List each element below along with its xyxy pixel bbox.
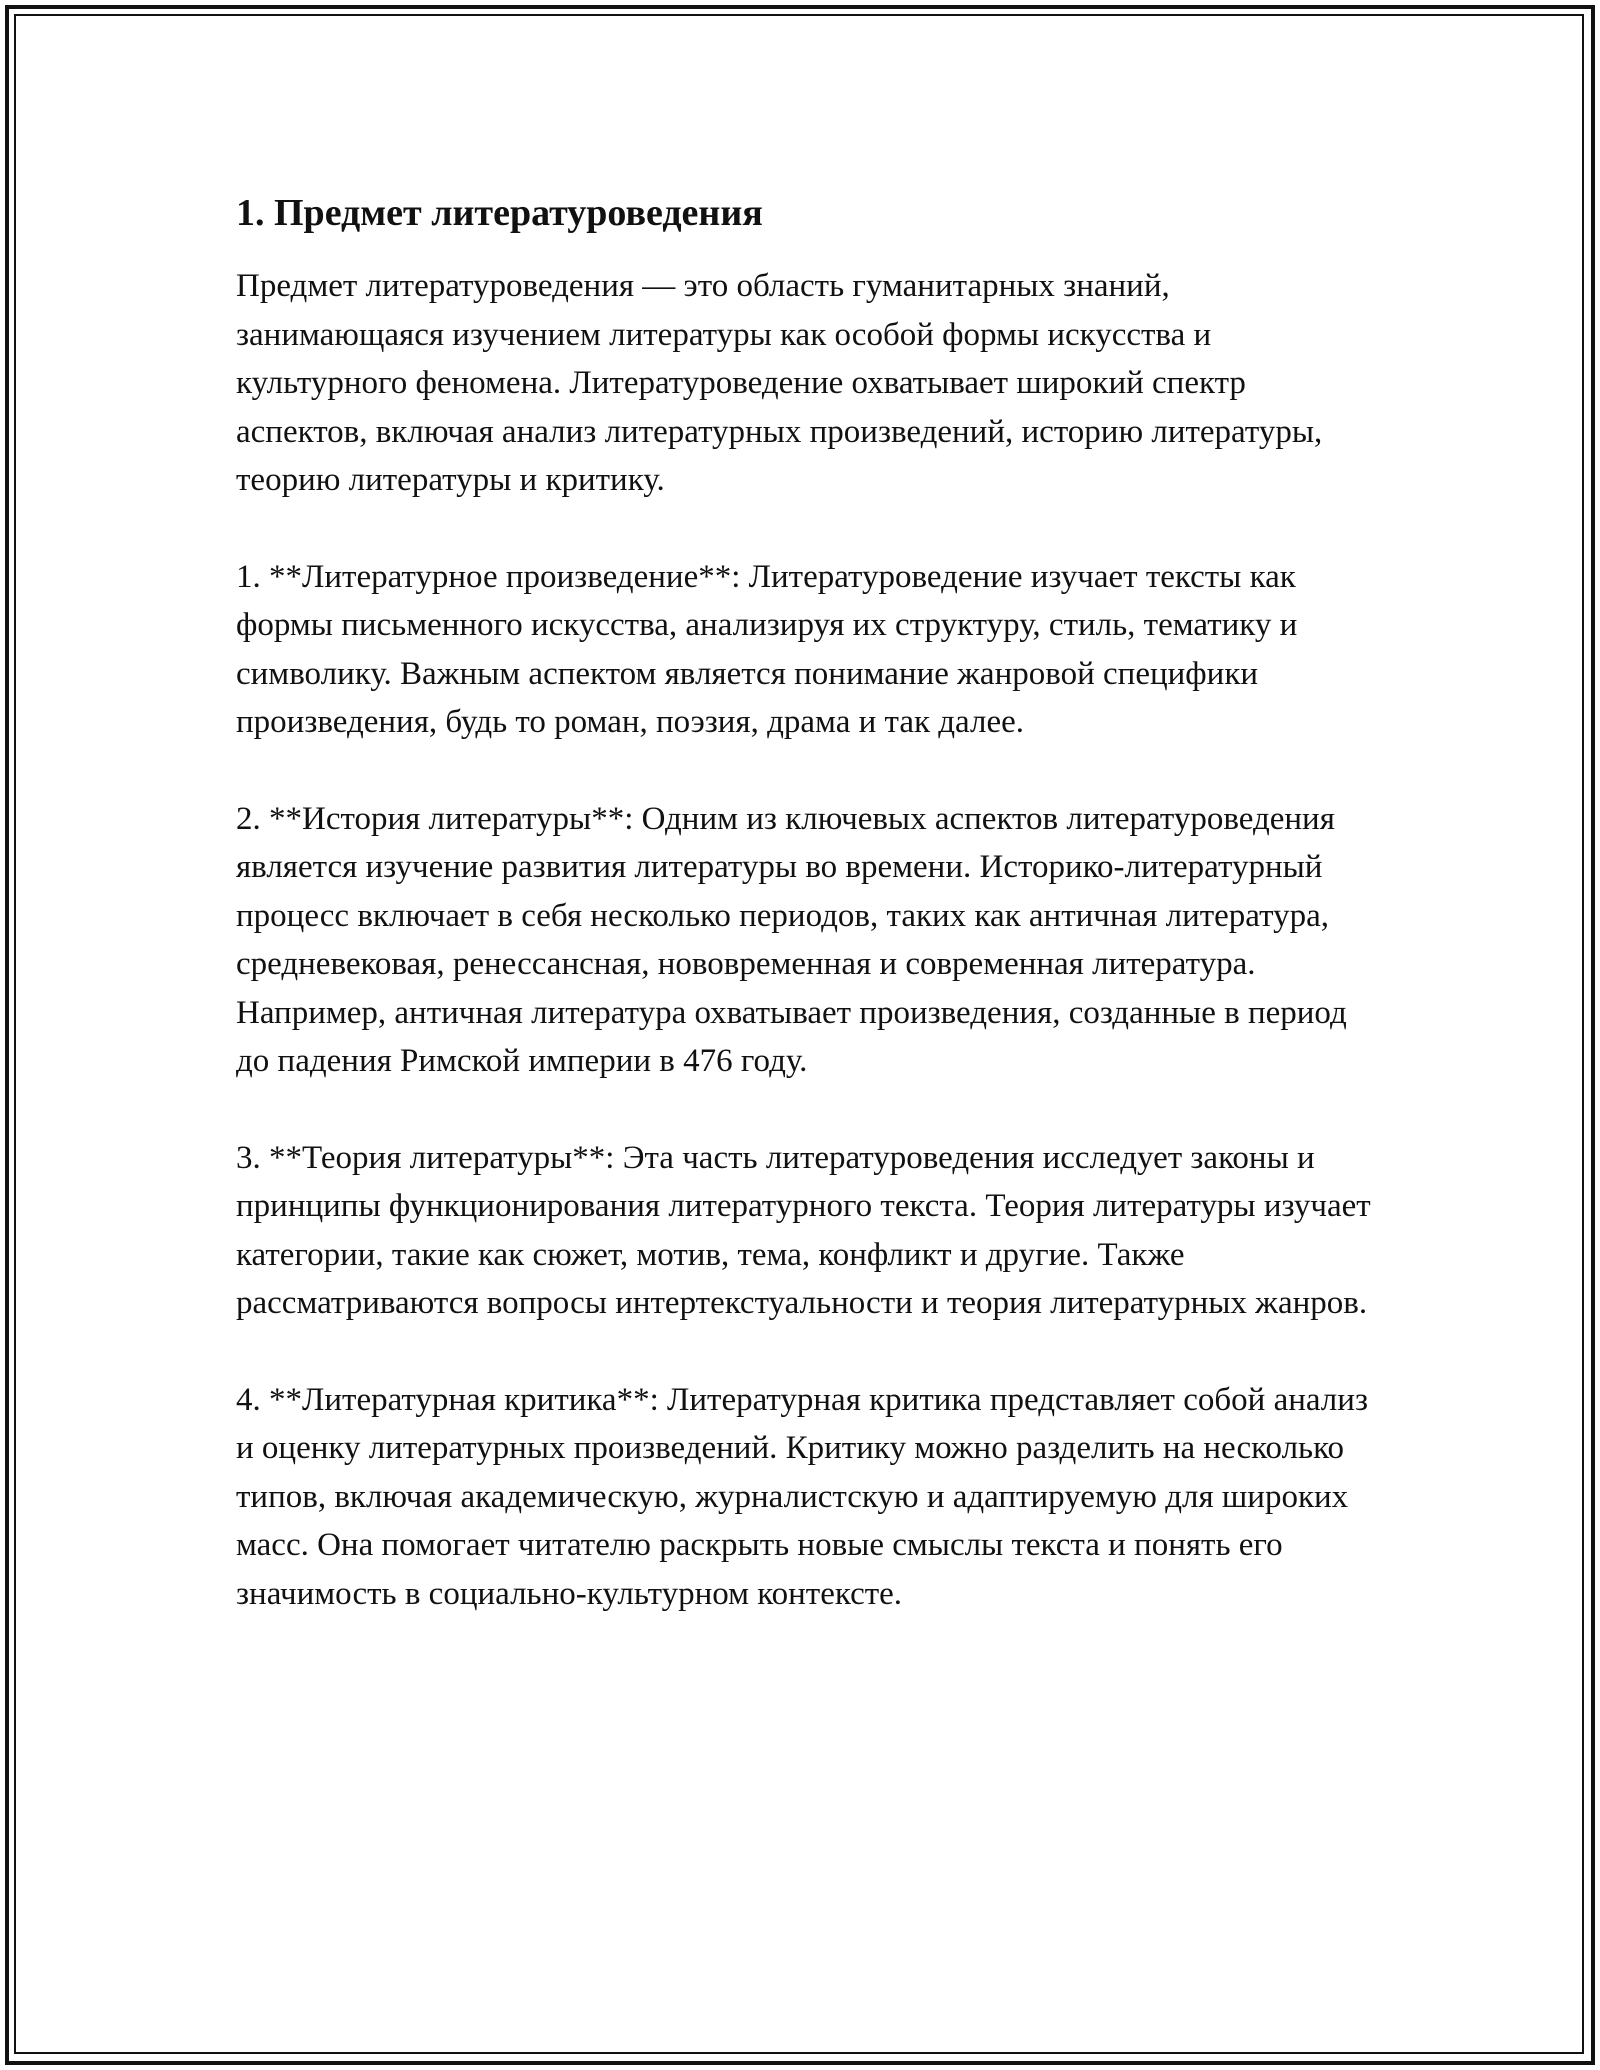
- paragraph-literary-history: 2. **История литературы**: Одним из ключевых аспектов литературоведения является изучение развития литературы во времени. Историко-литературный процесс включает в себя несколько периодов, таких как античная литература, средневековая, ренессансная, нововременная и современная литература. Например, античная литература охватывает произведения, созданные в период до падения Римской империи в 476 году.: [236, 800, 1347, 1079]
- intro-paragraph: Предмет литературоведения — это область гуманитарных знаний, занимающаяся изучением литературы как особой формы искусства и культурного феномена. Литературоведение охватывает широкий спектр аспектов, включая анализ литературных произведений, историю литературы, теорию литературы и критику.: [236, 268, 1323, 498]
- section-heading: 1. Предмет литературоведения: [236, 192, 763, 234]
- document-body: [236, 188, 1376, 1666]
- paragraph-literary-work: 1. **Литературное произведение**: Литературоведение изучает тексты как формы письменного искусства, анализируя их структуру, стиль, тематику и символику. Важным аспектом является понимание жанровой специфики произведения, будь то роман, поэзия, драма и так далее.: [236, 558, 1298, 740]
- paragraph-literary-theory: 3. **Теория литературы**: Эта часть литературоведения исследует законы и принципы функционирования литературного текста. Теория литературы изучает категории, такие как сюжет, мотив, тема, конфликт и другие. Также рассматриваются вопросы интертекстуальности и теория литературных жанров.: [236, 1139, 1371, 1321]
- paragraph-literary-criticism: 4. **Литературная критика**: Литературная критика представляет собой анализ и оценку литературных произведений. Критику можно разделить на несколько типов, включая академическую, журналистскую и адаптируемую для широких масс. Она помогает читателю раскрыть новые смыслы текста и понять его значимость в социально-культурном контексте.: [236, 1381, 1368, 1612]
